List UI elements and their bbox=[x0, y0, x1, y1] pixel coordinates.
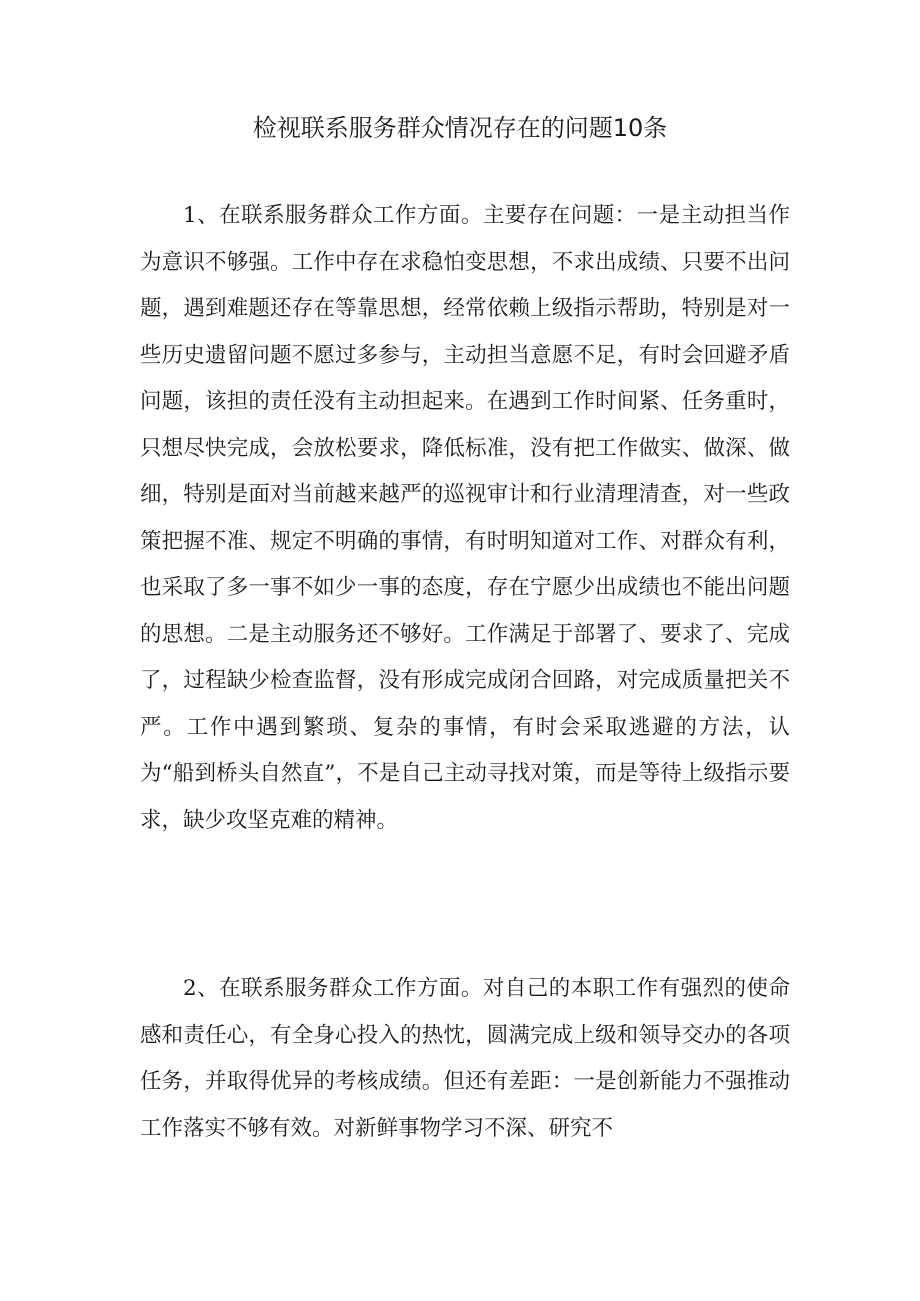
paragraph-1: 1、在联系服务群众工作方面。主要存在问题：一是主动担当作为意识不够强。工作中存在求稳怕变思想，不求出成绩、只要不出问题，遇到难题还存在等靠思想，经常依赖上级指示帮助，特别是对一些历史遗留问题不愿过多参与，主动担当意愿不足，有时会回避矛盾问题，该担的责任没有主动担起来。在遇到工作时间紧、任务重时，只想尽快完成，会放松要求，降低标准，没有把工作做实、做深、做细，特别是面对当前越来越严的巡视审计和行业清理清查，对一些政策把握不准、规定不明确的事情，有时明知道对工作、对群众有利，也采取了多一事不如少一事的态度，存在宁愿少出成绩也不能出问题的思想。二是主动服务还不够好。工作满足于部署了、要求了、完成了，过程缺少检查监督，没有形成完成闭合回路，对完成质量把关不严。工作中遇到繁琐、复杂的事情，有时会采取逃避的方法，认为“船到桥头自然直”，不是自己主动寻找对策，而是等待上级指示要求，缺少攻坚克难的精神。 bbox=[140, 203, 790, 833]
paragraph-2: 2、在联系服务群众工作方面。对自己的本职工作有强烈的使命感和责任心，有全身心投入的热忱，圆满完成上级和领导交办的各项任务，并取得优异的考核成绩。但还有差距：一是创新能力不强推动工作落实不够有效。对新鲜事物学习不深、研究不 bbox=[140, 976, 790, 1141]
document-title: 检视联系服务群众情况存在的问题10条 bbox=[252, 114, 668, 142]
